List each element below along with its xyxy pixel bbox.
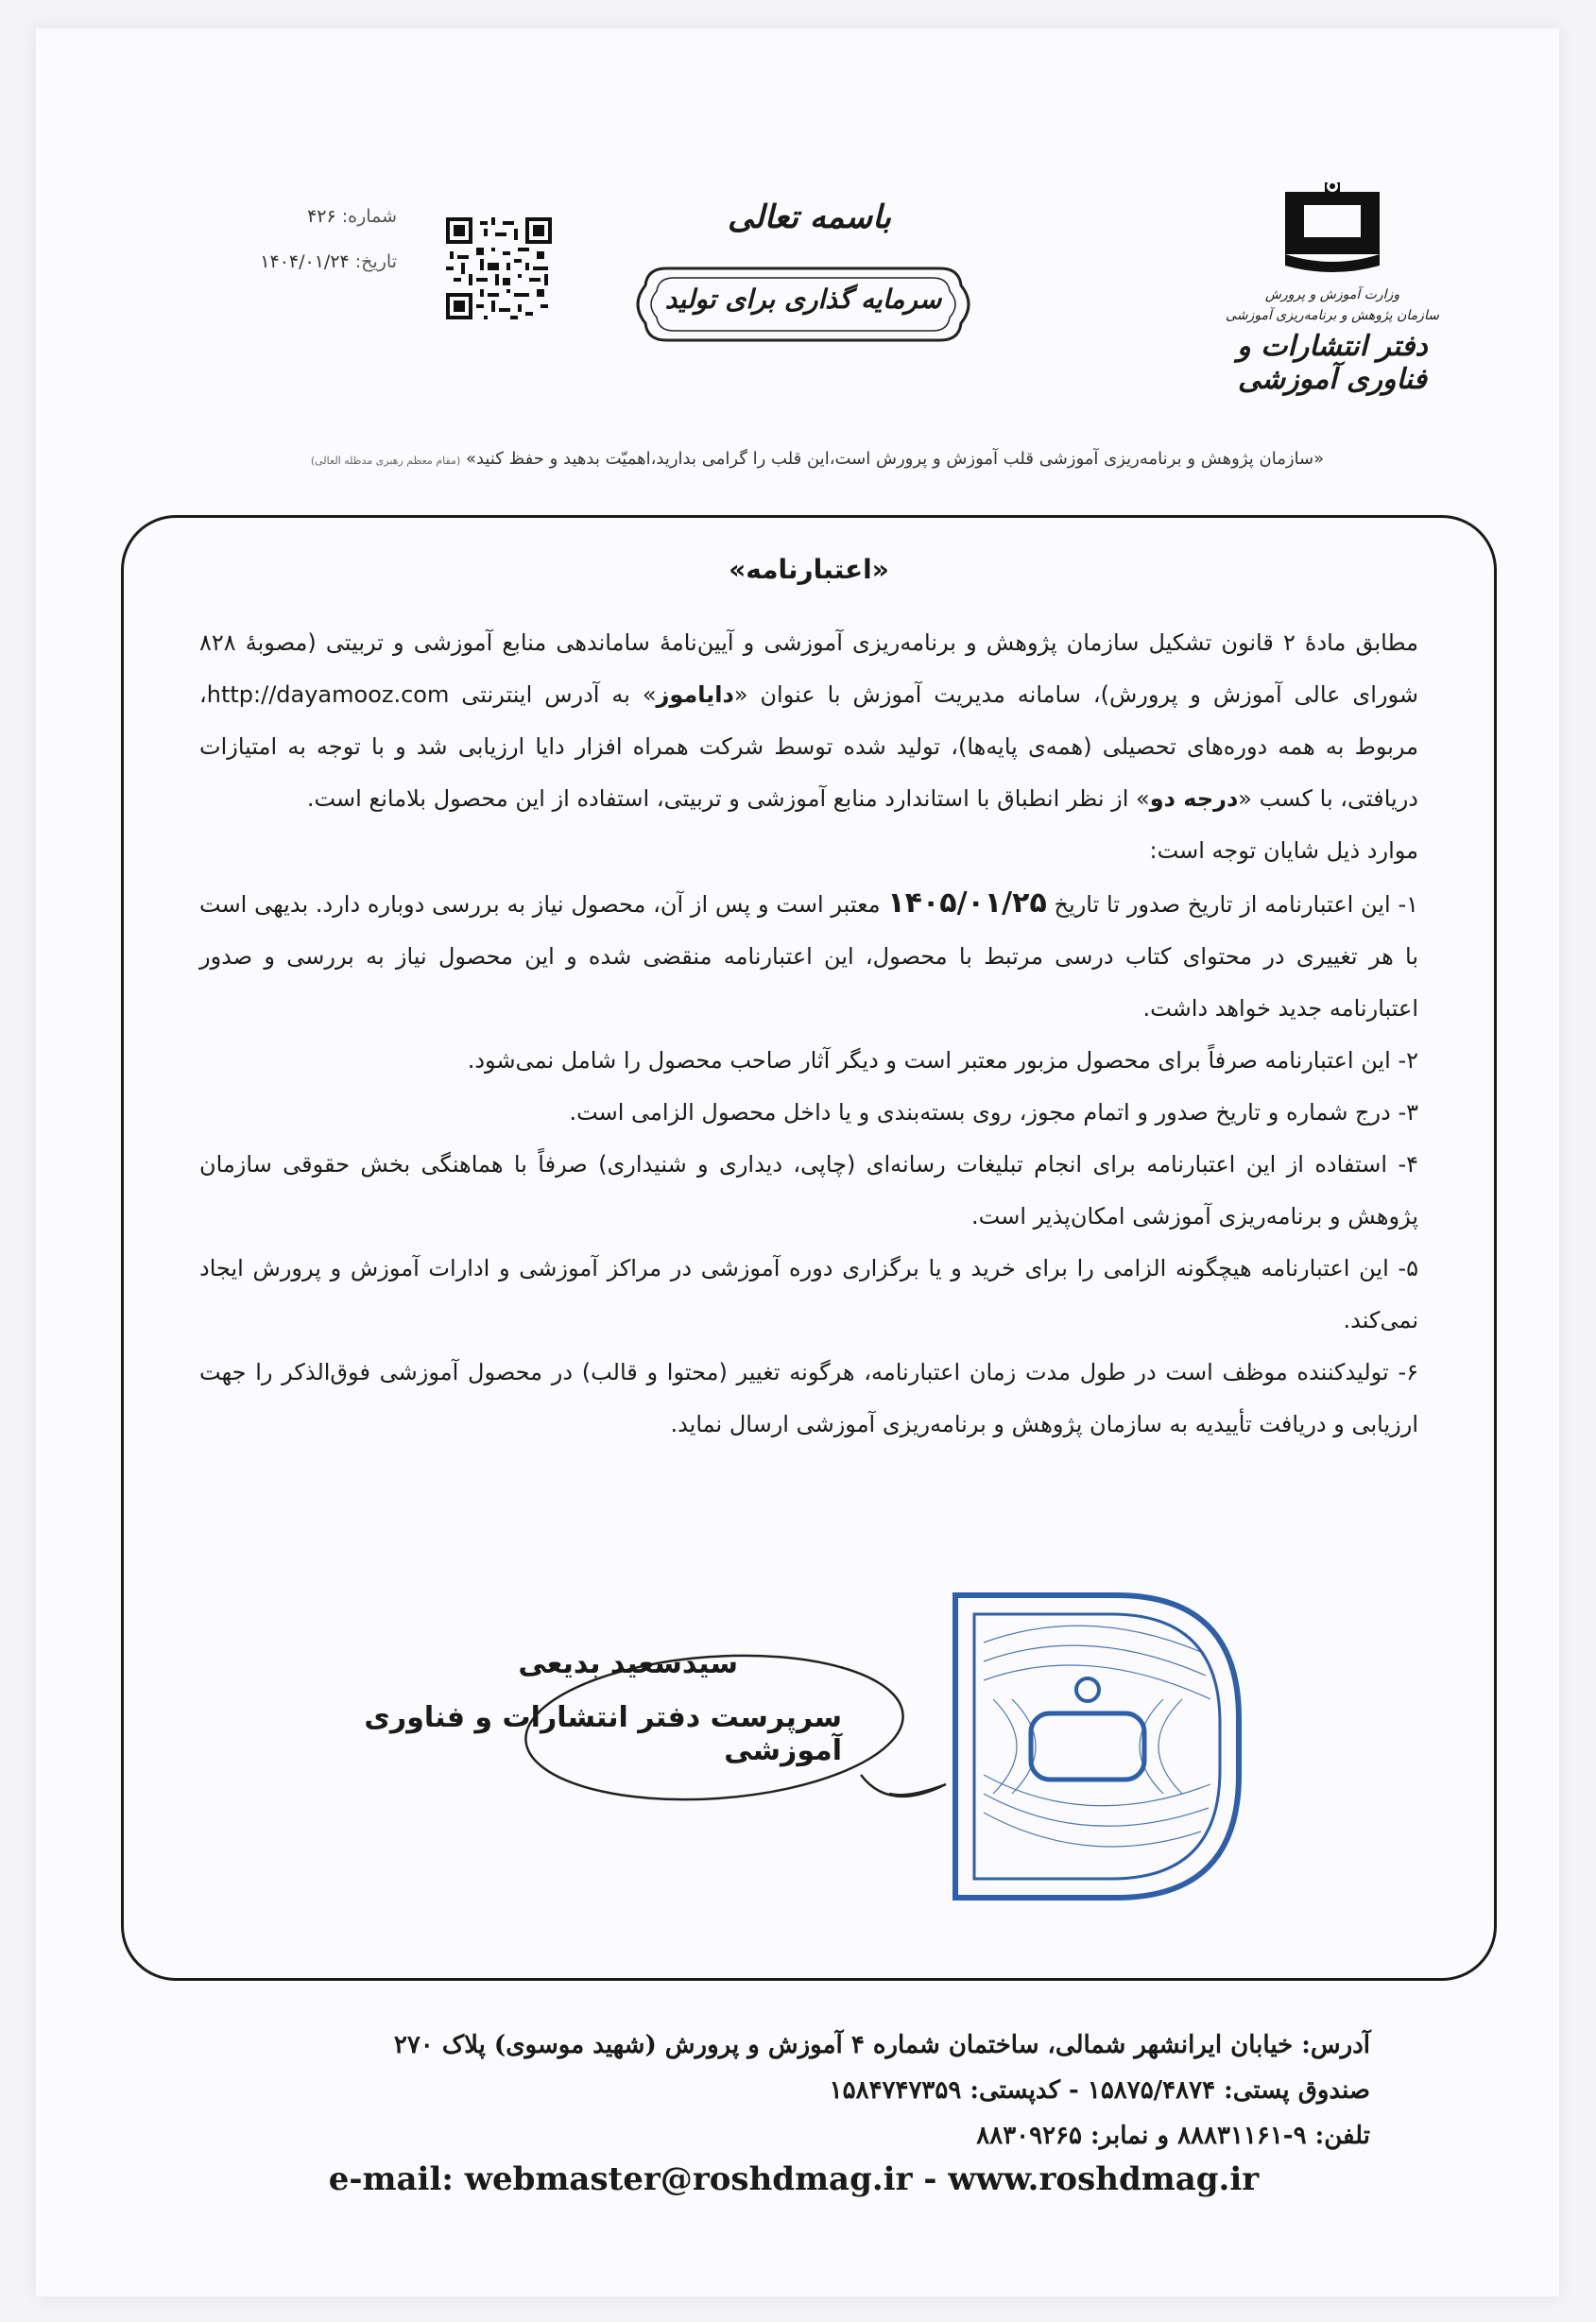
document-title: «اعتبارنامه» bbox=[729, 554, 889, 585]
year-slogan: سرمایه گذاری برای تولید bbox=[664, 284, 942, 315]
item1-part-b: معتبر است و پس از آن، محصول نیاز به بررسی دوباره دارد. بدیهی است با هر تغییری در محتوای کتاب درسی مرتبط با محصول، این اعتبارنامه منقضی شده و این محصول نیاز به بررسی و صدور اعتبارنامه جدید خواهد داشت. bbox=[199, 891, 1418, 1022]
product-name: دایاموز bbox=[656, 681, 734, 708]
footer-email-website[interactable]: e-mail: webmaster@roshdmag.ir - www.roshdmag.ir bbox=[328, 2160, 1260, 2198]
list-item-1 bbox=[199, 877, 1418, 1035]
para-part-a: مطابق مادهٔ ۲ قانون تشکیل سازمان پژوهش و برنامه‌ریزی آموزشی و آیین‌نامهٔ ساماندهی منابع آموزشی و تربیتی (مصوبهٔ ۸۲۸ شورای عالی آموزش و پرورش)، سامانه مدیریت آموزش با عنوان « bbox=[199, 629, 1418, 708]
number-value: ۴۲۶ bbox=[307, 206, 336, 227]
accreditation-box bbox=[121, 515, 1497, 1981]
list-item-4: ۴- استفاده از این اعتبارنامه برای انجام تبلیغات رسانه‌ای (چاپی، دیداری و شنیداری) صرفاً با هماهنگی بخش حقوقی سازمان پژوهش و برنامه‌ریزی آموزشی امکان‌پذیر است. bbox=[199, 1151, 1418, 1230]
list-intro: موارد ذیل شایان توجه است: bbox=[1149, 837, 1418, 864]
office-name: دفتر انتشارات و فناوری آموزشی bbox=[1237, 330, 1428, 396]
signatory-name: سیدسعید بدیعی bbox=[518, 1647, 738, 1680]
list-item-5: ۵- این اعتبارنامه هیچگونه الزامی را برای خرید و یا برگزاری دوره آموزشی در مراکز آموزشی و ادارات آموزش و پرورش ایجاد نمی‌کند. bbox=[199, 1255, 1418, 1333]
letter-meta bbox=[184, 194, 397, 284]
signature-block bbox=[284, 1647, 842, 1767]
letter-footer bbox=[217, 2022, 1370, 2198]
para-part-b: » به آدرس اینترنتی http://dayamooz.com، مربوط به همه دوره‌های تحصیلی (همه‌ی پایه‌ها)، تولید شده توسط شرکت همراه افزار دایا ارزیابی شد و با توجه به امتیازات دریافتی، با کسب « bbox=[199, 681, 1418, 812]
quote-text: «سازمان پژوهش و برنامه‌ریزی آموزشی قلب آموزش و پرورش است،این قلب را گرامی بدارید،اهمیّت بدهید و حفظ کنید» bbox=[465, 449, 1325, 469]
footer-postbox: صندوق پستی: ۱۵۸۷۵/۴۸۷۴ - کدپستی: ۱۵۸۴۷۴۷۳۵۹ bbox=[829, 2076, 1370, 2105]
signatory-title: سرپرست دفتر انتشارات و فناوری آموزشی bbox=[364, 1701, 842, 1767]
document-body bbox=[199, 617, 1418, 1451]
grade-value: درجه دو bbox=[1149, 785, 1239, 812]
date-value: ۱۴۰۴/۰۱/۲۴ bbox=[260, 251, 350, 272]
list-item-2: ۲- این اعتبارنامه صرفاً برای محصول مزبور معتبر است و دیگر آثار صاحب محصول را شامل نمی‌شود. bbox=[467, 1047, 1418, 1074]
organization-name: سازمان پژوهش و برنامه‌ریزی آموزشی bbox=[1226, 308, 1439, 323]
leader-quote bbox=[217, 449, 1417, 469]
bismillah-heading: باسمه تعالی bbox=[728, 198, 891, 236]
para-part-c: » از نظر انطباق با استاندارد منابع آموزشی و تربیتی، استفاده از این محصول بلامانع است. bbox=[306, 785, 1150, 812]
expiry-date: ۱۴۰۵/۰۱/۲۵ bbox=[887, 886, 1047, 920]
footer-phone: تلفن: ۹-۸۸۸۳۱۱۶۱ و نمابر: ۸۸۳۰۹۲۶۵ bbox=[976, 2122, 1370, 2150]
ministry-logo-icon bbox=[1276, 175, 1389, 279]
qr-code-icon[interactable] bbox=[446, 217, 552, 319]
quote-attribution: (مقام معظم رهبری مدظله العالی) bbox=[310, 455, 461, 467]
item1-part-a: ۱- این اعتبارنامه از تاریخ صدور تا تاریخ bbox=[1046, 891, 1419, 918]
letter-date-row bbox=[184, 239, 397, 284]
number-label: شماره: bbox=[341, 206, 397, 227]
date-label: تاریخ: bbox=[354, 251, 397, 272]
letterhead-logo-block bbox=[1200, 175, 1465, 396]
letter-number-row bbox=[184, 194, 397, 239]
footer-address: آدرس: خیابان ایرانشهر شمالی، ساختمان شماره ۴ آموزش و پرورش (شهید موسوی) پلاک ۲۷۰ bbox=[393, 2031, 1370, 2059]
list-item-3: ۳- درج شماره و تاریخ صدور و اتمام مجوز، روی بسته‌بندی و یا داخل محصول الزامی است. bbox=[569, 1099, 1418, 1126]
ministry-name: وزارت آموزش و پرورش bbox=[1264, 287, 1400, 302]
list-item-6: ۶- تولیدکننده موظف است در طول مدت زمان اعتبارنامه، هرگونه تغییر (محتوا و قالب) در محصول آموزشی فوق‌الذکر را جهت ارزیابی و دریافت تأییدیه به سازمان پژوهش و برنامه‌ریزی آموزشی ارسال نماید. bbox=[199, 1359, 1418, 1437]
main-paragraph bbox=[199, 617, 1418, 825]
